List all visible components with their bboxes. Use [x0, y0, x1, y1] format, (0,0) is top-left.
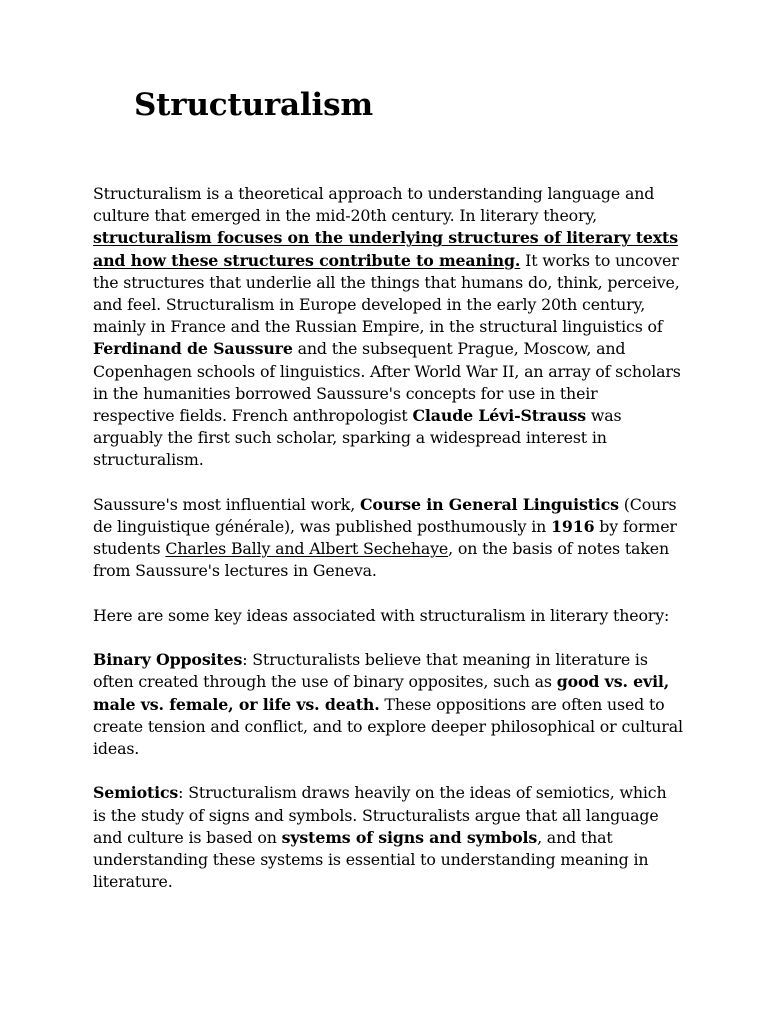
paragraph-text: (Cours de linguistique générale), was published posthumously in [93, 494, 677, 537]
paragraph-text: , on the basis of notes taken from Saussure's lectures in Geneva. [93, 539, 669, 581]
paragraph-semiotics [93, 782, 683, 893]
paragraph-text: Structuralism is a theoretical approach to understanding language and culture that emerged in the mid-20th century. In literary theory, [93, 184, 655, 226]
paragraph-text: and the subsequent Prague, Moscow, and Copenhagen schools of linguistics. After World War II, an array of scholars in the humanities borrowed Saussure's concepts for use in their respective fields. French anthropologist [93, 339, 681, 426]
paragraph-text: : Structuralism draws heavily on the ideas of semiotics, which is the study of signs and symbols. Structuralists argue that all language and culture is based on [93, 783, 667, 847]
document-body [93, 183, 683, 916]
paragraph-text: was arguably the first such scholar, sparking a widespread interest in structuralism. [93, 406, 622, 470]
document-title: Structuralism [134, 87, 373, 123]
paragraph-key-ideas-intro [93, 605, 683, 627]
publication-year: 1916 [551, 517, 595, 537]
paragraph-text: , and that understanding these systems is essential to understanding meaning in literature. [93, 827, 649, 892]
name-saussure: Ferdinand de Saussure [93, 339, 293, 359]
key-definition: structuralism focuses on the underlying structures of literary texts and how these structures contribute to meaning. [93, 228, 678, 270]
paragraph-intro [93, 183, 683, 472]
paragraph-saussure-work [93, 494, 683, 583]
paragraph-text: It works to uncover the structures that underlie all the things that humans do, think, perceive, and feel. Structuralism in Europe developed in the early 20th century, mainly in France and the Russian Empire, in the structural linguistics of [93, 250, 680, 337]
student-names: Charles Bally and Albert Sechehaye [165, 539, 449, 559]
paragraph-text: Saussure's most influential work, [93, 494, 360, 514]
book-title: Course in General Linguistics [359, 494, 619, 514]
term-binary-opposites: Binary Opposites [93, 650, 243, 670]
signs-systems: systems of signs and symbols [281, 827, 538, 847]
paragraph-text: by former students [93, 517, 677, 559]
opposites-examples: good vs. evil, male vs. female, or life vs. death. [93, 672, 670, 714]
paragraph-text: : Structuralists believe that meaning in literature is often created through the use of binary opposites, such as [93, 650, 648, 692]
paragraph-text: Here are some key ideas associated with structuralism in literary theory: [93, 605, 670, 625]
name-levi-strauss: Claude Lévi-Strauss [412, 406, 586, 426]
paragraph-binary-opposites [93, 649, 683, 760]
term-semiotics: Semiotics [93, 783, 179, 803]
paragraph-text: These oppositions are often used to create tension and conflict, and to explore deeper philosophical or cultural ideas. [93, 694, 683, 759]
